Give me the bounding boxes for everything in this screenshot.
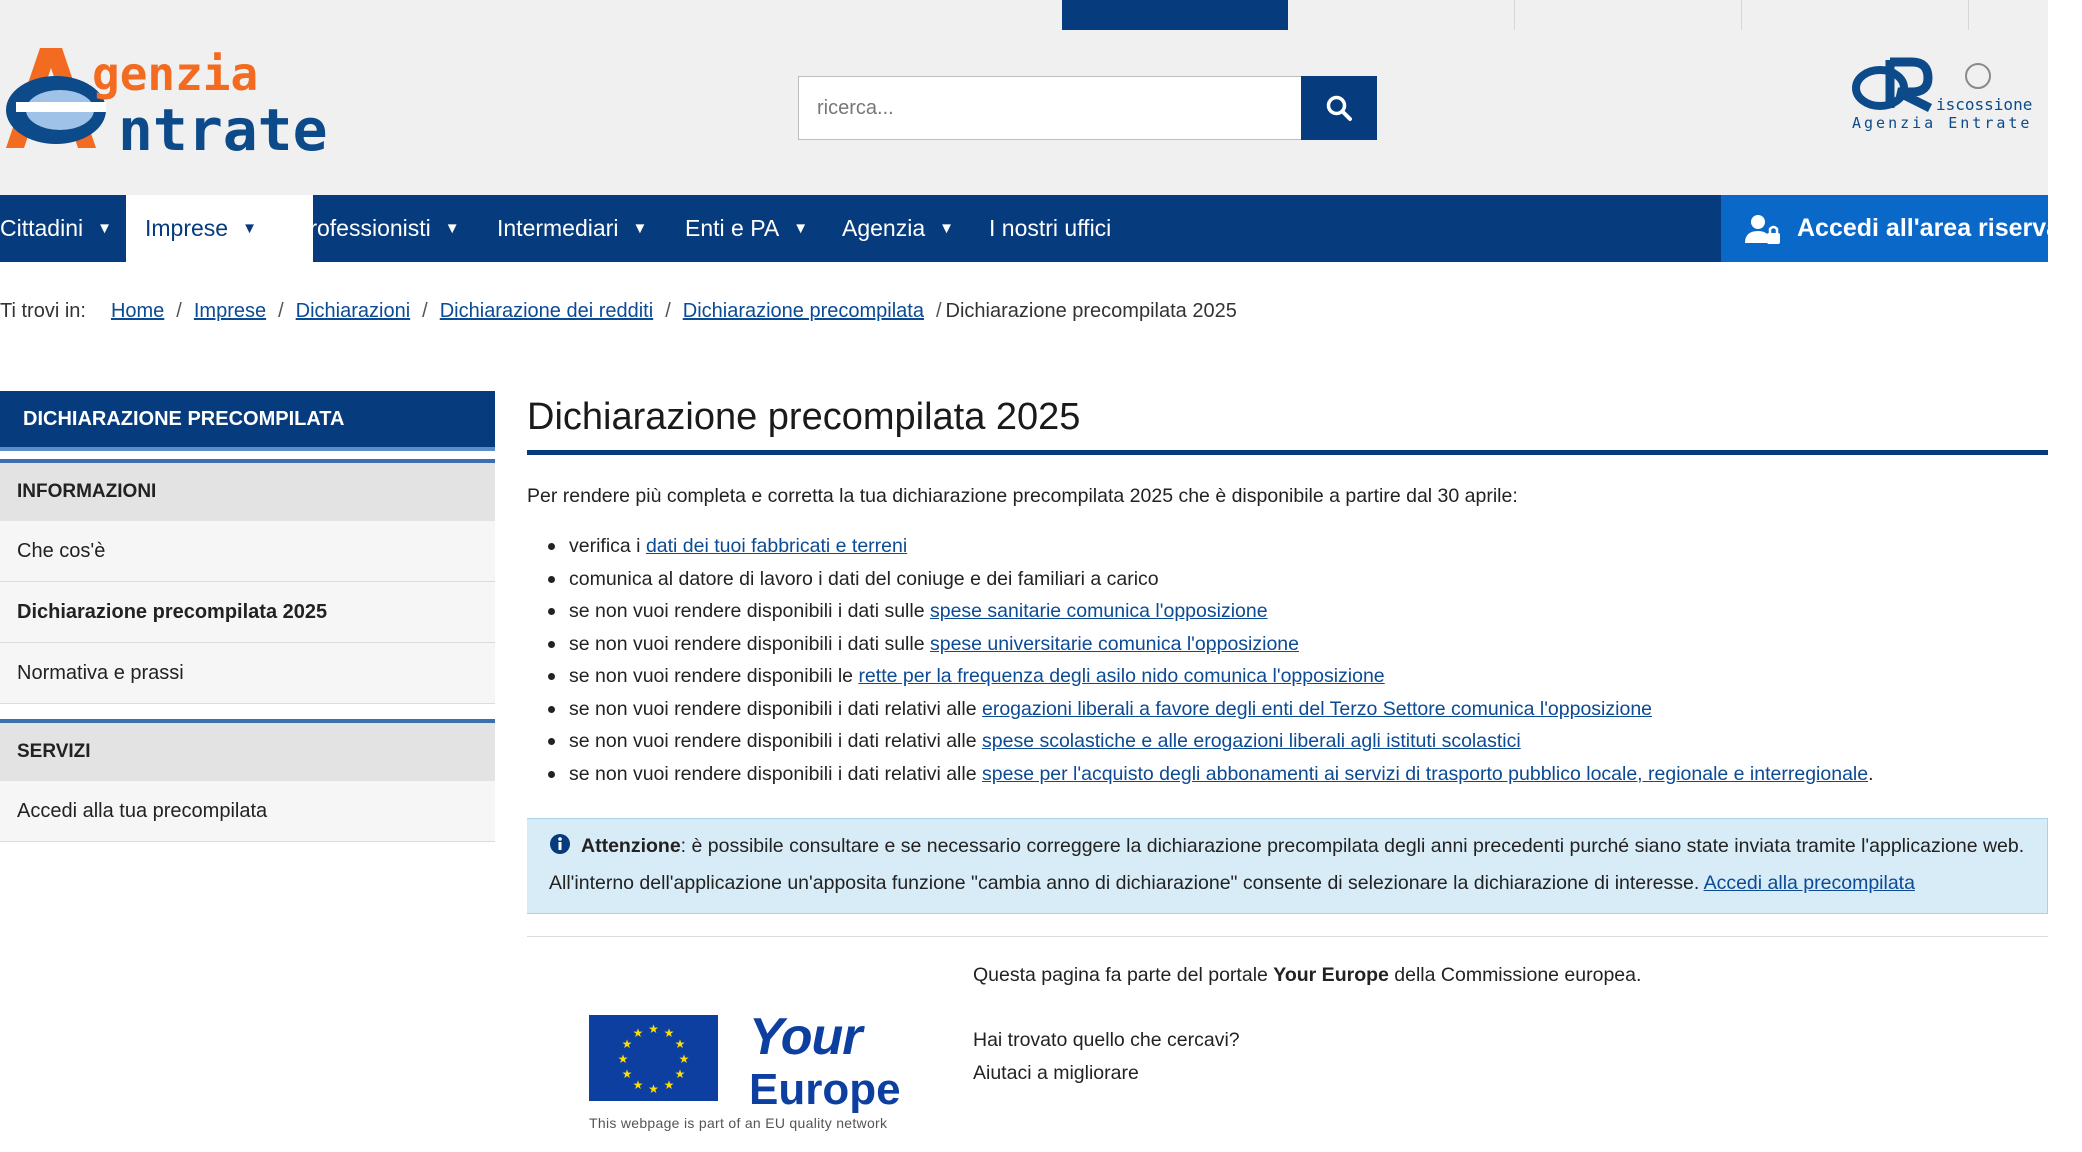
breadcrumb-link-dichiarazione-redditi[interactable]: Dichiarazione dei redditi [439, 299, 654, 322]
sidebar [0, 391, 495, 842]
notice-text: : è possibile consultare e se necessario correggere la dichiarazione precompilata degli anni precedenti purché siano state inviata tramite l'applicazione web. All'interno dell'applicazione un'apposita funzione "cambia anno di dichiarazione" consente di selezionare la dichiarazione di interesse. [549, 835, 2025, 894]
breadcrumb-separator: / [422, 299, 428, 322]
search-input[interactable] [798, 76, 1301, 140]
svg-text:★: ★ [663, 1078, 675, 1092]
svg-text:★: ★ [674, 1037, 686, 1051]
svg-text:Agenzia Entrate: Agenzia Entrate [1852, 114, 2033, 132]
nav-label: Enti e PA [685, 215, 780, 241]
chevron-down-icon: ▼ [444, 220, 460, 237]
site-header [0, 0, 2048, 195]
top-link[interactable] [1288, 0, 1515, 30]
search-icon [1325, 94, 1353, 122]
nav-item-cittadini[interactable] [0, 195, 124, 262]
feedback-help: Aiutaci a migliorare [973, 1062, 1139, 1084]
sidebar-item-accedi-precompilata[interactable]: Accedi alla tua precompilata [0, 781, 495, 842]
your-europe-text [973, 959, 1641, 1090]
breadcrumb-separator: / [935, 299, 942, 322]
breadcrumb-separator: / [278, 299, 284, 322]
nav-label: Intermediari [497, 215, 619, 241]
breadcrumb-separator: / [665, 299, 671, 322]
list-item: se non vuoi rendere disponibili i dati sulle spese sanitarie comunica l'opposizione [569, 595, 2048, 628]
chevron-down-icon: ▼ [793, 220, 809, 237]
agenzia-riscossione-logo[interactable] [1850, 52, 2048, 142]
svg-text:ntrate: ntrate [118, 96, 328, 164]
nav-item-agenzia[interactable] [842, 195, 954, 262]
attention-notice [527, 818, 2048, 914]
chevron-down-icon: ▼ [97, 220, 112, 237]
breadcrumb-link-home[interactable]: Home [110, 299, 165, 322]
your-europe-logo[interactable] [589, 1009, 919, 1139]
breadcrumb-link-dichiarazioni[interactable]: Dichiarazioni [295, 299, 411, 322]
svg-text:iscossione: iscossione [1936, 95, 2033, 114]
svg-text:★: ★ [621, 1037, 633, 1051]
reserved-area-label: Accedi all'area riservata [1797, 214, 2082, 242]
your-europe-subtitle: This webpage is part of an EU quality network [589, 1115, 888, 1131]
feedback-question: Hai trovato quello che cercavi? [973, 1029, 1240, 1051]
breadcrumb-link-precompilata[interactable]: Dichiarazione precompilata [682, 299, 924, 322]
top-link[interactable] [1742, 0, 1969, 30]
your-europe-line: Questa pagina fa parte del portale Your Europe della Commissione europea. [973, 964, 1642, 986]
svg-text:★: ★ [648, 1022, 659, 1036]
notice-strong: Attenzione [581, 835, 681, 857]
breadcrumb-current: Dichiarazione precompilata 2025 [945, 299, 1237, 322]
eu-flag-icon [589, 1015, 718, 1101]
svg-text:★: ★ [632, 1026, 644, 1040]
sidebar-item-normativa-prassi[interactable]: Normativa e prassi [0, 643, 495, 704]
reserved-area-button[interactable] [1721, 195, 2082, 262]
your-europe-wordmark: Your Europe [749, 1008, 901, 1114]
search-button[interactable] [1301, 76, 1377, 140]
list-item: comunica al datore di lavoro i dati del coniuge e dei familiari a carico [569, 563, 2048, 596]
link-terzo-settore[interactable]: erogazioni liberali a favore degli enti del Terzo Settore comunica l'opposizione [982, 697, 1653, 720]
svg-text:★: ★ [632, 1078, 644, 1092]
link-fabbricati-terreni[interactable]: dati dei tuoi fabbricati e terreni [645, 535, 908, 557]
notice-link-accedi[interactable]: Accedi alla precompilata [1703, 872, 1915, 894]
sidebar-item-precompilata-2025[interactable]: Dichiarazione precompilata 2025 [0, 582, 495, 643]
nav-item-nostri-uffici[interactable] [989, 195, 1111, 262]
sidebar-section-informazioni: INFORMAZIONI [0, 459, 495, 521]
link-spese-scolastiche[interactable]: spese scolastiche e alle erogazioni liberali agli istituti scolastici [982, 730, 1521, 752]
nav-label: Imprese [145, 215, 229, 241]
info-icon [549, 832, 571, 866]
svg-text:genzia: genzia [92, 47, 259, 101]
agenzia-entrate-logo[interactable] [0, 38, 372, 164]
list-item: se non vuoi rendere disponibili le rette per la frequenza degli asilo nido comunica l'opposizione [569, 660, 2048, 693]
nav-item-enti-pa[interactable] [685, 195, 808, 262]
chevron-down-icon: ▼ [939, 220, 954, 237]
list-item: verifica i dati dei tuoi fabbricati e terreni [569, 530, 2048, 563]
list-item: se non vuoi rendere disponibili i dati relativi alle erogazioni liberali a favore degli enti del Terzo Settore comunica l'opposizione [569, 693, 2048, 726]
title-divider [527, 450, 2048, 455]
nav-item-imprese[interactable] [126, 195, 313, 262]
sidebar-section-servizi: SERVIZI [0, 719, 495, 781]
sidebar-item-che-cose[interactable]: Che cos'è [0, 521, 495, 582]
chevron-down-icon: ▼ [242, 220, 257, 237]
search-form [798, 76, 1377, 140]
sidebar-title[interactable]: DICHIARAZIONE PRECOMPILATA [0, 391, 495, 451]
nav-label: Agenzia [842, 215, 926, 241]
nav-label: Cittadini [0, 215, 84, 241]
breadcrumb-link-imprese[interactable]: Imprese [193, 299, 267, 322]
chevron-down-icon: ▼ [632, 220, 648, 237]
nav-item-professionisti[interactable] [294, 195, 460, 262]
top-links-bar [1062, 0, 1969, 30]
breadcrumb [0, 296, 1237, 326]
link-trasporto-pubblico[interactable]: spese per l'acquisto degli abbonamenti ai servizi di trasporto pubblico locale, regionale e interregionale [982, 762, 1869, 785]
list-item: se non vuoi rendere disponibili i dati relativi alle spese scolastiche e alle erogazioni liberali agli istituti scolastici [569, 725, 2048, 758]
link-asilo-nido[interactable]: rette per la frequenza degli asilo nido comunica l'opposizione [858, 665, 1385, 687]
top-link-active[interactable] [1062, 0, 1288, 30]
intro-text: Per rendere più completa e corretta la tua dichiarazione precompilata 2025 che è disponibile a partire dal 30 aprile: [527, 485, 1518, 507]
svg-text:★: ★ [617, 1052, 629, 1066]
link-spese-sanitarie[interactable]: spese sanitarie comunica l'opposizione [929, 600, 1268, 622]
section-divider [527, 936, 2048, 937]
link-spese-universitarie[interactable]: spese universitarie comunica l'opposizione [929, 632, 1299, 655]
nav-label: I nostri uffici [989, 215, 1112, 241]
breadcrumb-separator: / [176, 299, 182, 322]
list-item: se non vuoi rendere disponibili i dati relativi alle spese per l'acquisto degli abbonamenti ai servizi di trasporto pubblico locale, regionale e interregionale. [569, 758, 2048, 791]
checklist [527, 530, 2048, 790]
svg-text:★: ★ [621, 1067, 633, 1081]
user-lock-icon [1745, 213, 1781, 245]
nav-item-intermediari[interactable] [497, 195, 647, 262]
list-item: se non vuoi rendere disponibili i dati sulle spese universitarie comunica l'opposizione [569, 628, 2048, 661]
nav-label: Professionisti [294, 215, 431, 241]
breadcrumb-label: Ti trovi in: [0, 299, 86, 322]
svg-text:★: ★ [678, 1052, 690, 1066]
svg-text:★: ★ [648, 1082, 659, 1096]
svg-text:★: ★ [663, 1026, 675, 1040]
svg-text:★: ★ [674, 1067, 686, 1081]
main-content [527, 391, 2048, 1131]
page-title: Dichiarazione precompilata 2025 [527, 396, 1081, 438]
top-link[interactable] [1515, 0, 1742, 30]
